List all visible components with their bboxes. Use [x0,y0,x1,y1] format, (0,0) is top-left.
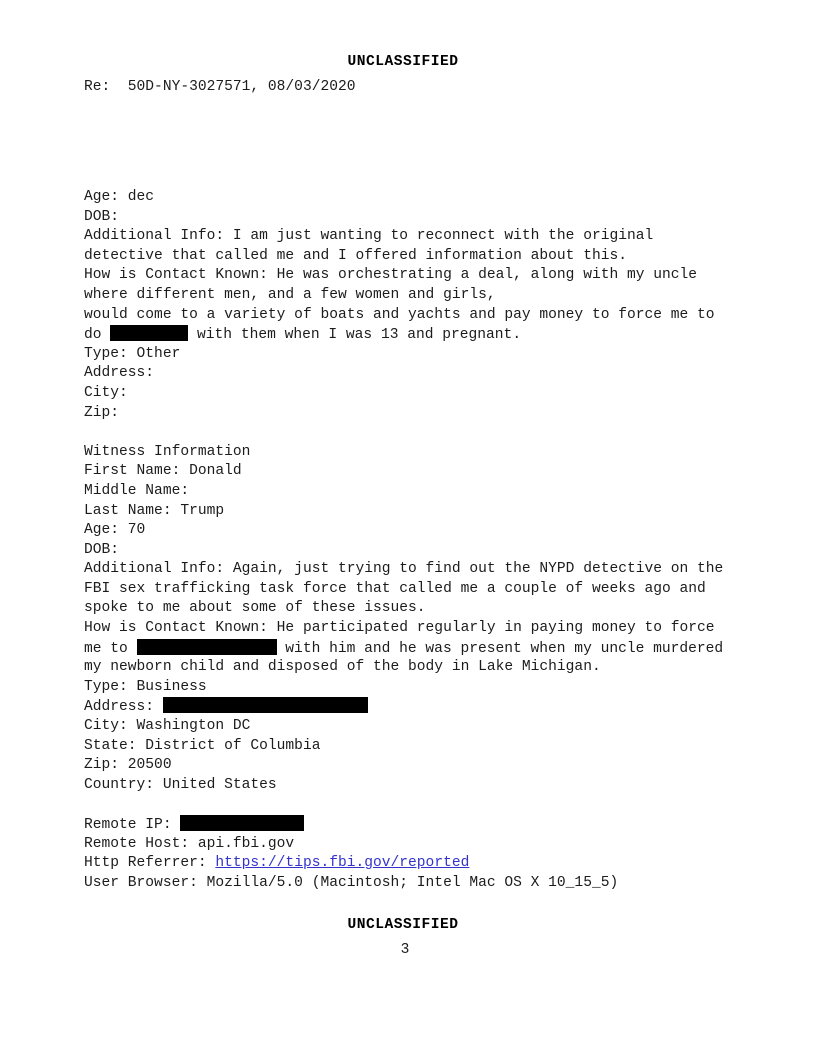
doc-text: Age: dec [84,189,155,205]
doc-text: DOB: [84,541,120,558]
doc-text: Address: [84,699,163,716]
doc-line [84,208,806,228]
doc-text: Additional Info: Again, just trying to find out the NYPD detective on the [84,561,724,578]
doc-text: with him and he was present when my uncle murdered [276,640,724,657]
doc-line [84,737,806,757]
doc-text: my newborn child and disposed of the body in Lake Michigan. [84,659,601,676]
doc-text: How is Contact Known: He was orchestrating a deal, along with my uncle [84,267,698,284]
doc-text: Age: 70 [84,522,146,539]
doc-text: Remote IP: [84,817,181,833]
doc-line [84,188,806,208]
doc-line [84,541,806,561]
doc-text: First Name: Donald [84,463,242,480]
doc-line [84,306,806,326]
doc-line [84,776,806,796]
doc-line [84,227,806,247]
doc-line [84,619,806,639]
doc-text: do [84,327,111,344]
doc-text: Type: Business [84,678,207,695]
doc-text: Http Referrer: [84,855,216,872]
doc-text: Type: Other [84,345,181,362]
doc-text: Address: [84,365,155,382]
doc-line [84,835,806,855]
http-referrer-link[interactable]: https://tips.fbi.gov/reported [215,855,470,872]
doc-line [84,345,806,365]
doc-line [84,815,806,835]
doc-text: me to [84,640,137,657]
re-line: Re: 50D-NY-3027571, 08/03/2020 [84,79,356,95]
page-number: 3 [400,942,410,958]
doc-line [84,482,806,502]
doc-text: How is Contact Known: He participated regularly in paying money to force [84,620,715,637]
document-body [84,188,806,893]
doc-line [84,854,806,874]
doc-text: Country: United States [84,776,277,793]
doc-text: with them when I was 13 and pregnant. [188,327,522,344]
doc-line [84,247,806,267]
doc-line [84,639,806,659]
doc-line [84,443,806,463]
doc-text: Additional Info: I am just wanting to reconnect with the original [84,228,654,245]
doc-text: City: Washington DC [84,718,251,735]
doc-text: detective that called me and I offered information about this. [84,247,627,264]
footer-classification: UNCLASSIFIED [347,917,459,933]
redaction-bar [110,325,188,341]
doc-line [84,404,806,424]
doc-line [84,266,806,286]
doc-text: would come to a variety of boats and yachts and pay money to force me to [84,306,715,323]
doc-line [84,364,806,384]
doc-text: User Browser: Mozilla/5.0 (Macintosh; Intel Mac OS X 10_15_5) [84,874,619,891]
doc-text: DOB: [84,208,120,225]
doc-line [84,874,806,894]
doc-line [84,795,806,815]
doc-line [84,717,806,737]
doc-line [84,502,806,522]
doc-line [84,325,806,345]
redaction-bar [137,639,277,655]
doc-line [84,756,806,776]
doc-text: Zip: 20500 [84,757,172,774]
doc-line [84,697,806,717]
doc-text: Zip: [84,404,120,421]
doc-text: State: District of Columbia [84,737,321,754]
doc-line [84,462,806,482]
doc-text: where different men, and a few women and girls, [84,286,496,303]
doc-line [84,678,806,698]
header-classification: UNCLASSIFIED [347,54,459,70]
doc-line [84,423,806,443]
doc-line [84,580,806,600]
redaction-bar [163,697,368,713]
doc-text: Last Name: Trump [84,502,225,519]
doc-line [84,384,806,404]
doc-text: spoke to me about some of these issues. [84,600,426,617]
redaction-bar [180,815,304,831]
doc-line [84,560,806,580]
doc-text: Middle Name: [84,482,190,499]
doc-line [84,658,806,678]
doc-line [84,521,806,541]
doc-text: Witness Information [84,443,251,460]
doc-line [84,286,806,306]
doc-text: FBI sex trafficking task force that called me a couple of weeks ago and [84,580,706,597]
doc-text: Remote Host: api.fbi.gov [84,835,295,852]
doc-text: City: [84,384,128,401]
doc-line [84,599,806,619]
